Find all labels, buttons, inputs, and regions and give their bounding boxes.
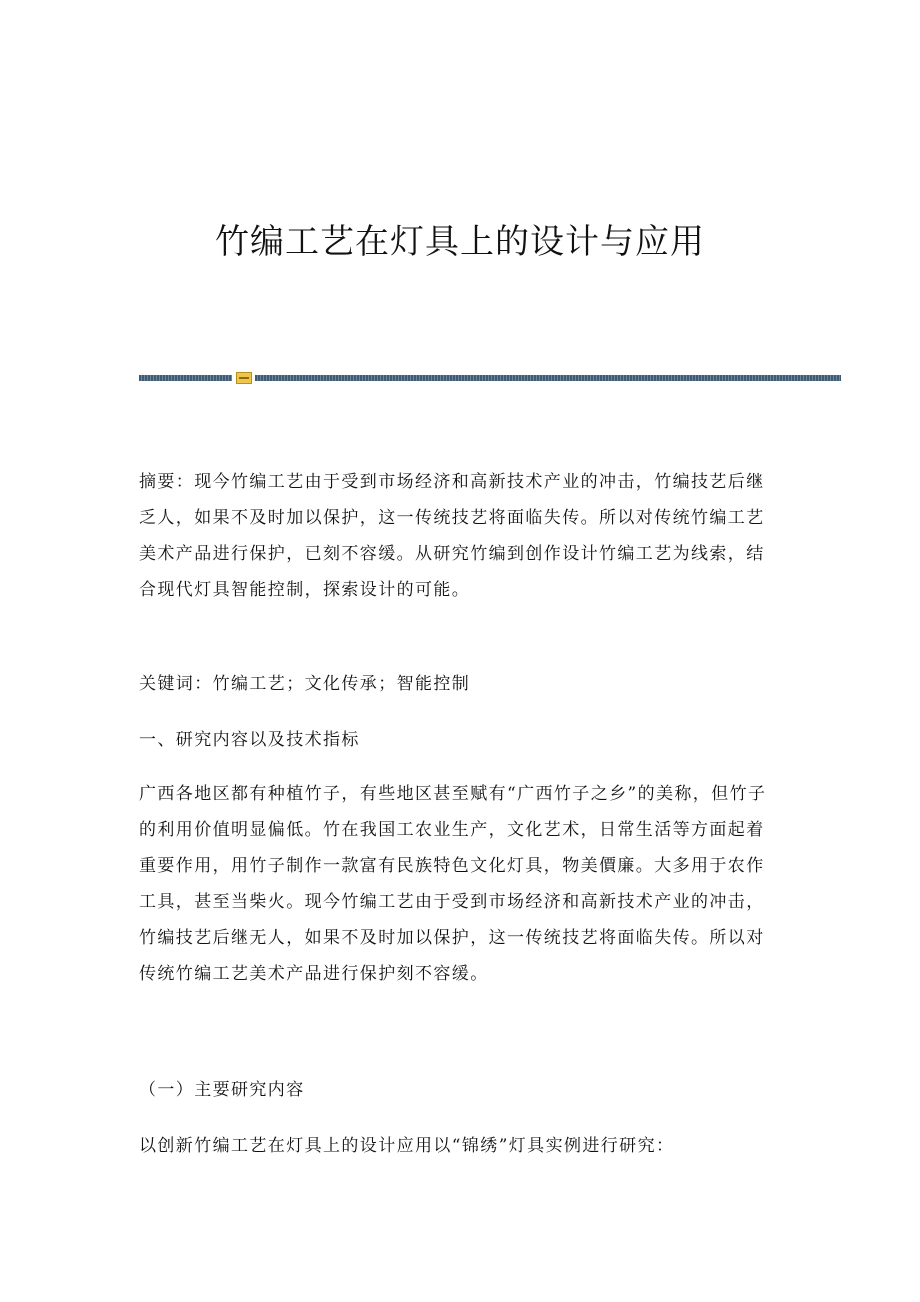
subsection-paragraph: 以创新竹编工艺在灯具上的设计应用以“锦绣”灯具实例进行研究： [139, 1136, 675, 1156]
document-title: 竹编工艺在灯具上的设计与应用 [215, 222, 705, 262]
abstract-paragraph: 摘要：现今竹编工艺由于受到市场经济和高新技术产业的冲击，竹编技艺后继乏人，如果不及时加以保护，这一传统技艺将面临失传。所以对传统竹编工艺美术产品进行保护，已刻不容缓。从研究竹编到创作设计竹编工艺为线索，结合现代灯具智能控制，探索设计的可能。 [139, 472, 765, 600]
title-divider [139, 372, 841, 384]
keywords-line: 关键词：竹编工艺；文化传承；智能控制 [139, 674, 471, 694]
subsection-heading: （一）主要研究内容 [139, 1080, 305, 1100]
divider-ornament-icon [236, 372, 252, 384]
section-paragraph: 广西各地区都有种植竹子，有些地区甚至赋有“广西竹子之乡”的美称，但竹子的利用价值明显偏低。竹在我国工农业生产，文化艺术，日常生活等方面起着重要作用，用竹子制作一款富有民族特色文化灯具，物美價廉。大多用于农作工具，甚至当柴火。现今竹编工艺由于受到市场经济和高新技术产业的冲击，竹编技艺后继无人，如果不及时加以保护，这一传统技艺将面临失传。所以对传统竹编工艺美术产品进行保护刻不容缓。 [139, 784, 767, 984]
divider-bar-right [255, 375, 841, 381]
section-heading: 一、研究内容以及技术指标 [139, 730, 360, 750]
divider-bar-left [139, 375, 232, 381]
